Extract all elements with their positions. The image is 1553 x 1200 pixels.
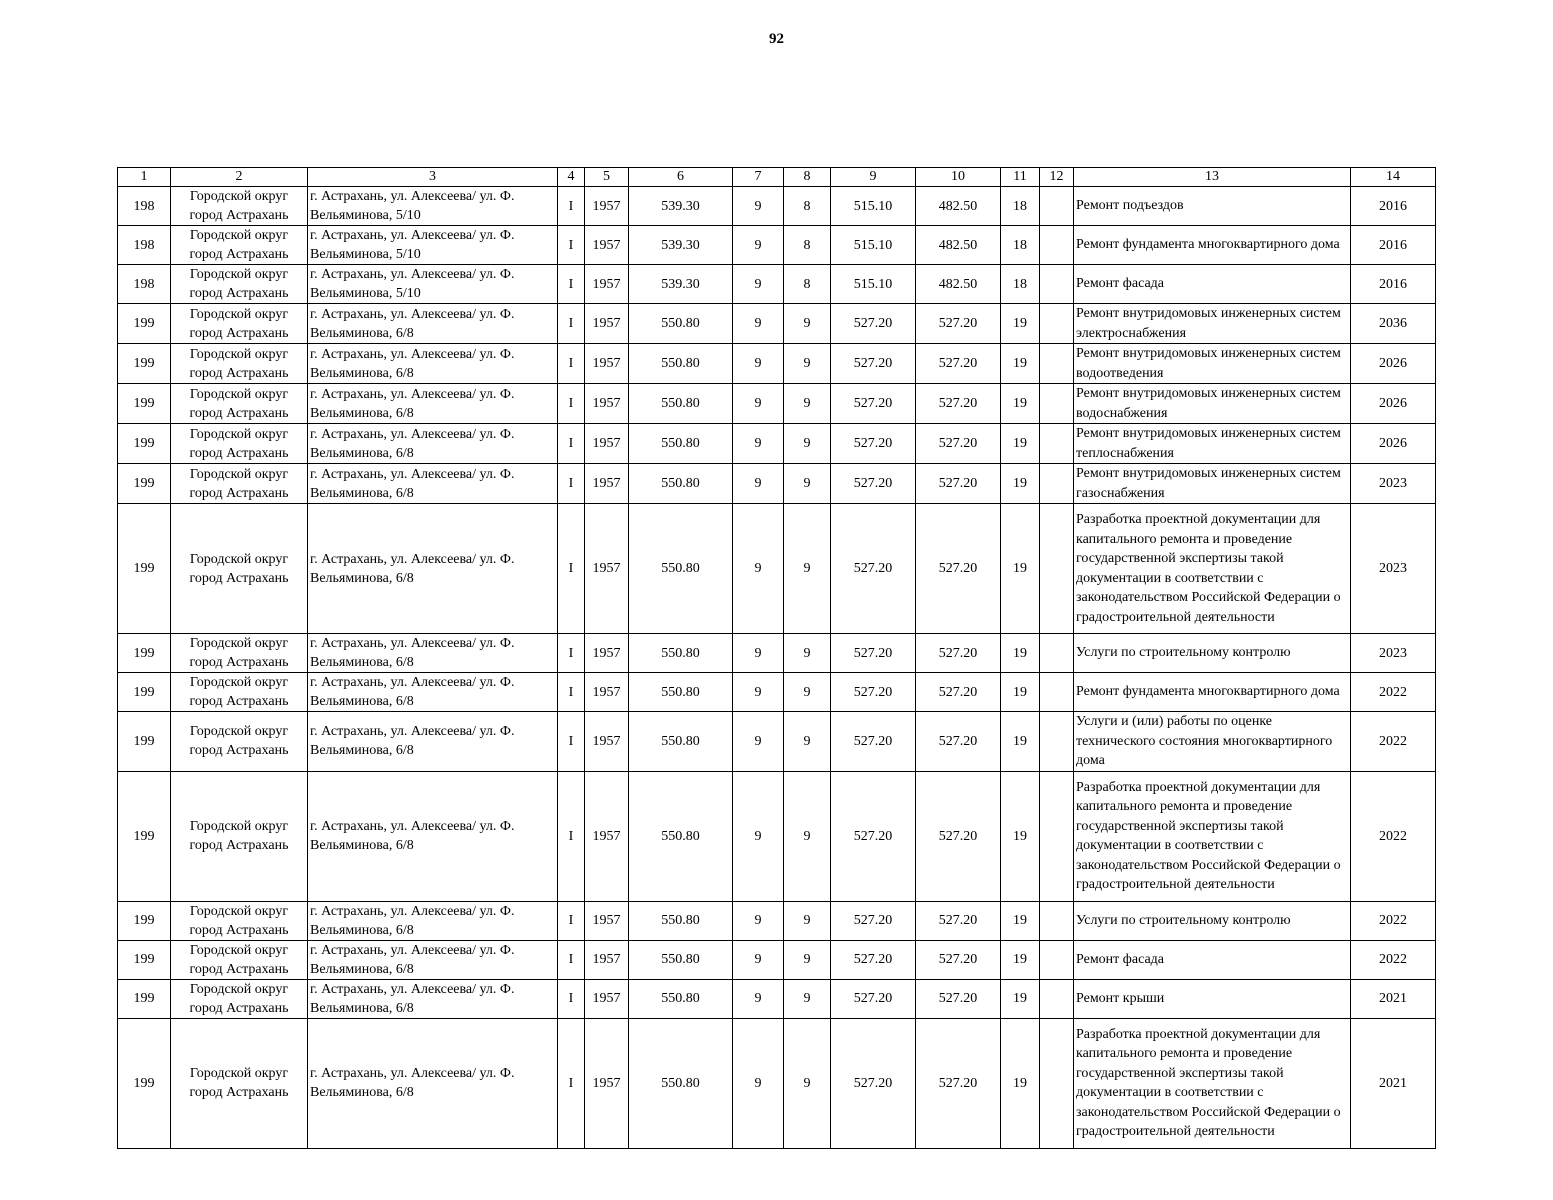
col8-cell: 9 (784, 464, 831, 504)
col-header-13: 13 (1074, 168, 1351, 187)
planned-year-cell: 2023 (1351, 634, 1436, 673)
col9-cell: 527.20 (831, 304, 916, 344)
col4-cell: I (558, 771, 585, 901)
planned-year-cell: 2022 (1351, 673, 1436, 712)
col11-cell: 18 (1001, 226, 1040, 265)
col7-cell: 9 (733, 424, 784, 464)
col10-cell: 527.20 (916, 304, 1001, 344)
commission-year-cell: 1957 (585, 1018, 629, 1148)
work-type-cell: Услуги и (или) работы по оценке технического состояния многоквартирного дома (1074, 712, 1351, 772)
col8-cell: 9 (784, 712, 831, 772)
col4-cell: I (558, 304, 585, 344)
table-row (118, 226, 1436, 265)
col-header-10: 10 (916, 168, 1001, 187)
row-number-cell: 199 (118, 940, 171, 979)
col9-cell: 527.20 (831, 344, 916, 384)
address-cell: г. Астрахань, ул. Алексеева/ ул. Ф. Вельяминова, 5/10 (308, 187, 558, 226)
commission-year-cell: 1957 (585, 265, 629, 304)
address-cell: г. Астрахань, ул. Алексеева/ ул. Ф. Вельяминова, 6/8 (308, 673, 558, 712)
planned-year-cell: 2016 (1351, 187, 1436, 226)
work-type-cell: Ремонт внутридомовых инженерных систем водоотведения (1074, 344, 1351, 384)
work-type-cell: Ремонт внутридомовых инженерных систем газоснабжения (1074, 464, 1351, 504)
col-header-5: 5 (585, 168, 629, 187)
col-header-1: 1 (118, 168, 171, 187)
address-cell: г. Астрахань, ул. Алексеева/ ул. Ф. Вельяминова, 6/8 (308, 940, 558, 979)
address-cell: г. Астрахань, ул. Алексеева/ ул. Ф. Вельяминова, 6/8 (308, 384, 558, 424)
col10-cell: 527.20 (916, 344, 1001, 384)
col7-cell: 9 (733, 901, 784, 940)
row-number-cell: 199 (118, 712, 171, 772)
row-number-cell: 198 (118, 265, 171, 304)
col6-cell: 550.80 (629, 384, 733, 424)
col-header-11: 11 (1001, 168, 1040, 187)
planned-year-cell: 2023 (1351, 464, 1436, 504)
col11-cell: 19 (1001, 634, 1040, 673)
col7-cell: 9 (733, 634, 784, 673)
row-number-cell: 199 (118, 1018, 171, 1148)
address-cell: г. Астрахань, ул. Алексеева/ ул. Ф. Вельяминова, 6/8 (308, 712, 558, 772)
col6-cell: 539.30 (629, 226, 733, 265)
address-cell: г. Астрахань, ул. Алексеева/ ул. Ф. Вельяминова, 6/8 (308, 901, 558, 940)
col8-cell: 8 (784, 265, 831, 304)
table-row (118, 940, 1436, 979)
col8-cell: 9 (784, 634, 831, 673)
commission-year-cell: 1957 (585, 304, 629, 344)
col12-cell (1040, 304, 1074, 344)
municipality-cell: Городской округ город Астрахань (171, 304, 308, 344)
table-row (118, 504, 1436, 634)
row-number-cell: 199 (118, 673, 171, 712)
col6-cell: 550.80 (629, 504, 733, 634)
col11-cell: 18 (1001, 265, 1040, 304)
municipality-cell: Городской округ город Астрахань (171, 464, 308, 504)
municipality-cell: Городской округ город Астрахань (171, 712, 308, 772)
address-cell: г. Астрахань, ул. Алексеева/ ул. Ф. Вельяминова, 6/8 (308, 1018, 558, 1148)
col4-cell: I (558, 979, 585, 1018)
col6-cell: 550.80 (629, 424, 733, 464)
col8-cell: 9 (784, 771, 831, 901)
col12-cell (1040, 384, 1074, 424)
col9-cell: 515.10 (831, 265, 916, 304)
municipality-cell: Городской округ город Астрахань (171, 1018, 308, 1148)
row-number-cell: 199 (118, 979, 171, 1018)
col8-cell: 8 (784, 226, 831, 265)
col12-cell (1040, 504, 1074, 634)
col7-cell: 9 (733, 504, 784, 634)
capital-repair-table (117, 167, 1436, 1149)
col10-cell: 527.20 (916, 673, 1001, 712)
commission-year-cell: 1957 (585, 771, 629, 901)
col6-cell: 550.80 (629, 979, 733, 1018)
planned-year-cell: 2023 (1351, 504, 1436, 634)
col8-cell: 9 (784, 940, 831, 979)
col8-cell: 9 (784, 1018, 831, 1148)
col10-cell: 527.20 (916, 464, 1001, 504)
col7-cell: 9 (733, 979, 784, 1018)
commission-year-cell: 1957 (585, 464, 629, 504)
col6-cell: 550.80 (629, 940, 733, 979)
table-row (118, 187, 1436, 226)
col9-cell: 527.20 (831, 464, 916, 504)
commission-year-cell: 1957 (585, 187, 629, 226)
col6-cell: 550.80 (629, 464, 733, 504)
address-cell: г. Астрахань, ул. Алексеева/ ул. Ф. Вельяминова, 6/8 (308, 424, 558, 464)
column-number-row (118, 168, 1436, 187)
col8-cell: 9 (784, 901, 831, 940)
col11-cell: 19 (1001, 384, 1040, 424)
commission-year-cell: 1957 (585, 979, 629, 1018)
address-cell: г. Астрахань, ул. Алексеева/ ул. Ф. Вельяминова, 6/8 (308, 304, 558, 344)
col11-cell: 19 (1001, 712, 1040, 772)
col4-cell: I (558, 187, 585, 226)
col4-cell: I (558, 424, 585, 464)
col8-cell: 9 (784, 979, 831, 1018)
col6-cell: 539.30 (629, 265, 733, 304)
work-type-cell: Разработка проектной документации для капитального ремонта и проведение государственной экспертизы такой документации в соответствии с законодательством Российской Федерации о градостроительной деятельности (1074, 1018, 1351, 1148)
col4-cell: I (558, 940, 585, 979)
col6-cell: 550.80 (629, 634, 733, 673)
col8-cell: 9 (784, 673, 831, 712)
table-row (118, 424, 1436, 464)
work-type-cell: Услуги по строительному контролю (1074, 634, 1351, 673)
planned-year-cell: 2016 (1351, 226, 1436, 265)
municipality-cell: Городской округ город Астрахань (171, 424, 308, 464)
commission-year-cell: 1957 (585, 226, 629, 265)
commission-year-cell: 1957 (585, 901, 629, 940)
col-header-2: 2 (171, 168, 308, 187)
municipality-cell: Городской округ город Астрахань (171, 344, 308, 384)
commission-year-cell: 1957 (585, 712, 629, 772)
municipality-cell: Городской округ город Астрахань (171, 673, 308, 712)
col10-cell: 527.20 (916, 504, 1001, 634)
col12-cell (1040, 187, 1074, 226)
row-number-cell: 199 (118, 304, 171, 344)
col4-cell: I (558, 464, 585, 504)
municipality-cell: Городской округ город Астрахань (171, 504, 308, 634)
work-type-cell: Ремонт внутридомовых инженерных систем водоснабжения (1074, 384, 1351, 424)
address-cell: г. Астрахань, ул. Алексеева/ ул. Ф. Вельяминова, 6/8 (308, 344, 558, 384)
col11-cell: 18 (1001, 187, 1040, 226)
col6-cell: 550.80 (629, 1018, 733, 1148)
col6-cell: 550.80 (629, 712, 733, 772)
col8-cell: 8 (784, 187, 831, 226)
table-row (118, 344, 1436, 384)
address-cell: г. Астрахань, ул. Алексеева/ ул. Ф. Вельяминова, 6/8 (308, 979, 558, 1018)
col4-cell: I (558, 673, 585, 712)
col9-cell: 527.20 (831, 673, 916, 712)
col7-cell: 9 (733, 1018, 784, 1148)
planned-year-cell: 2036 (1351, 304, 1436, 344)
col7-cell: 9 (733, 344, 784, 384)
municipality-cell: Городской округ город Астрахань (171, 265, 308, 304)
address-cell: г. Астрахань, ул. Алексеева/ ул. Ф. Вельяминова, 5/10 (308, 226, 558, 265)
col7-cell: 9 (733, 265, 784, 304)
municipality-cell: Городской округ город Астрахань (171, 634, 308, 673)
col4-cell: I (558, 712, 585, 772)
col11-cell: 19 (1001, 344, 1040, 384)
work-type-cell: Ремонт внутридомовых инженерных систем электроснабжения (1074, 304, 1351, 344)
table-row (118, 901, 1436, 940)
col6-cell: 550.80 (629, 673, 733, 712)
col10-cell: 527.20 (916, 712, 1001, 772)
commission-year-cell: 1957 (585, 634, 629, 673)
municipality-cell: Городской округ город Астрахань (171, 901, 308, 940)
col7-cell: 9 (733, 384, 784, 424)
col4-cell: I (558, 634, 585, 673)
col12-cell (1040, 673, 1074, 712)
col7-cell: 9 (733, 464, 784, 504)
municipality-cell: Городской округ город Астрахань (171, 384, 308, 424)
col4-cell: I (558, 504, 585, 634)
table-row (118, 1018, 1436, 1148)
col4-cell: I (558, 1018, 585, 1148)
table-row (118, 979, 1436, 1018)
planned-year-cell: 2022 (1351, 771, 1436, 901)
commission-year-cell: 1957 (585, 940, 629, 979)
col10-cell: 527.20 (916, 979, 1001, 1018)
col12-cell (1040, 226, 1074, 265)
col12-cell (1040, 979, 1074, 1018)
col11-cell: 19 (1001, 1018, 1040, 1148)
row-number-cell: 199 (118, 634, 171, 673)
col12-cell (1040, 265, 1074, 304)
col9-cell: 527.20 (831, 712, 916, 772)
planned-year-cell: 2022 (1351, 940, 1436, 979)
municipality-cell: Городской округ город Астрахань (171, 226, 308, 265)
row-number-cell: 199 (118, 901, 171, 940)
col4-cell: I (558, 344, 585, 384)
col-header-4: 4 (558, 168, 585, 187)
address-cell: г. Астрахань, ул. Алексеева/ ул. Ф. Вельяминова, 6/8 (308, 464, 558, 504)
row-number-cell: 199 (118, 504, 171, 634)
table-row (118, 384, 1436, 424)
address-cell: г. Астрахань, ул. Алексеева/ ул. Ф. Вельяминова, 6/8 (308, 504, 558, 634)
col12-cell (1040, 1018, 1074, 1148)
col10-cell: 527.20 (916, 1018, 1001, 1148)
table-row (118, 265, 1436, 304)
col9-cell: 527.20 (831, 504, 916, 634)
col-header-9: 9 (831, 168, 916, 187)
col9-cell: 515.10 (831, 226, 916, 265)
table-body (118, 187, 1436, 1149)
col12-cell (1040, 344, 1074, 384)
work-type-cell: Ремонт фундамента многоквартирного дома (1074, 673, 1351, 712)
address-cell: г. Астрахань, ул. Алексеева/ ул. Ф. Вельяминова, 6/8 (308, 771, 558, 901)
work-type-cell: Ремонт подъездов (1074, 187, 1351, 226)
municipality-cell: Городской округ город Астрахань (171, 771, 308, 901)
col10-cell: 527.20 (916, 424, 1001, 464)
col11-cell: 19 (1001, 464, 1040, 504)
table-row (118, 771, 1436, 901)
planned-year-cell: 2016 (1351, 265, 1436, 304)
col11-cell: 19 (1001, 504, 1040, 634)
row-number-cell: 199 (118, 424, 171, 464)
table-row (118, 464, 1436, 504)
col7-cell: 9 (733, 226, 784, 265)
col4-cell: I (558, 226, 585, 265)
col10-cell: 482.50 (916, 187, 1001, 226)
col12-cell (1040, 712, 1074, 772)
col-header-14: 14 (1351, 168, 1436, 187)
col12-cell (1040, 634, 1074, 673)
col9-cell: 527.20 (831, 901, 916, 940)
col8-cell: 9 (784, 424, 831, 464)
col9-cell: 515.10 (831, 187, 916, 226)
col8-cell: 9 (784, 344, 831, 384)
col4-cell: I (558, 901, 585, 940)
col9-cell: 527.20 (831, 979, 916, 1018)
col-header-8: 8 (784, 168, 831, 187)
address-cell: г. Астрахань, ул. Алексеева/ ул. Ф. Вельяминова, 6/8 (308, 634, 558, 673)
row-number-cell: 199 (118, 344, 171, 384)
col7-cell: 9 (733, 304, 784, 344)
row-number-cell: 198 (118, 187, 171, 226)
work-type-cell: Услуги по строительному контролю (1074, 901, 1351, 940)
col11-cell: 19 (1001, 673, 1040, 712)
work-type-cell: Разработка проектной документации для капитального ремонта и проведение государственной экспертизы такой документации в соответствии с законодательством Российской Федерации о градостроительной деятельности (1074, 771, 1351, 901)
col9-cell: 527.20 (831, 384, 916, 424)
address-cell: г. Астрахань, ул. Алексеева/ ул. Ф. Вельяминова, 5/10 (308, 265, 558, 304)
col10-cell: 527.20 (916, 384, 1001, 424)
row-number-cell: 199 (118, 771, 171, 901)
col9-cell: 527.20 (831, 424, 916, 464)
col7-cell: 9 (733, 940, 784, 979)
col11-cell: 19 (1001, 940, 1040, 979)
col12-cell (1040, 940, 1074, 979)
work-type-cell: Разработка проектной документации для капитального ремонта и проведение государственной экспертизы такой документации в соответствии с законодательством Российской Федерации о градостроительной деятельности (1074, 504, 1351, 634)
col9-cell: 527.20 (831, 634, 916, 673)
col6-cell: 550.80 (629, 771, 733, 901)
col8-cell: 9 (784, 384, 831, 424)
col6-cell: 550.80 (629, 304, 733, 344)
row-number-cell: 198 (118, 226, 171, 265)
row-number-cell: 199 (118, 384, 171, 424)
col7-cell: 9 (733, 187, 784, 226)
commission-year-cell: 1957 (585, 344, 629, 384)
col6-cell: 550.80 (629, 901, 733, 940)
col11-cell: 19 (1001, 901, 1040, 940)
col7-cell: 9 (733, 673, 784, 712)
col4-cell: I (558, 265, 585, 304)
planned-year-cell: 2026 (1351, 344, 1436, 384)
col12-cell (1040, 901, 1074, 940)
col6-cell: 539.30 (629, 187, 733, 226)
table-row (118, 304, 1436, 344)
work-type-cell: Ремонт фасада (1074, 265, 1351, 304)
col10-cell: 527.20 (916, 940, 1001, 979)
col7-cell: 9 (733, 771, 784, 901)
col10-cell: 527.20 (916, 634, 1001, 673)
col11-cell: 19 (1001, 424, 1040, 464)
table-row (118, 673, 1436, 712)
col6-cell: 550.80 (629, 344, 733, 384)
table-row (118, 634, 1436, 673)
col9-cell: 527.20 (831, 1018, 916, 1148)
work-type-cell: Ремонт внутридомовых инженерных систем теплоснабжения (1074, 424, 1351, 464)
commission-year-cell: 1957 (585, 673, 629, 712)
municipality-cell: Городской округ город Астрахань (171, 979, 308, 1018)
work-type-cell: Ремонт фасада (1074, 940, 1351, 979)
col9-cell: 527.20 (831, 940, 916, 979)
col10-cell: 482.50 (916, 265, 1001, 304)
work-type-cell: Ремонт крыши (1074, 979, 1351, 1018)
municipality-cell: Городской округ город Астрахань (171, 187, 308, 226)
col8-cell: 9 (784, 304, 831, 344)
col8-cell: 9 (784, 504, 831, 634)
col10-cell: 527.20 (916, 901, 1001, 940)
municipality-cell: Городской округ город Астрахань (171, 940, 308, 979)
planned-year-cell: 2026 (1351, 424, 1436, 464)
col-header-6: 6 (629, 168, 733, 187)
commission-year-cell: 1957 (585, 504, 629, 634)
col11-cell: 19 (1001, 771, 1040, 901)
commission-year-cell: 1957 (585, 384, 629, 424)
col-header-3: 3 (308, 168, 558, 187)
work-type-cell: Ремонт фундамента многоквартирного дома (1074, 226, 1351, 265)
col-header-12: 12 (1040, 168, 1074, 187)
col11-cell: 19 (1001, 304, 1040, 344)
planned-year-cell: 2022 (1351, 712, 1436, 772)
col12-cell (1040, 464, 1074, 504)
table-row (118, 712, 1436, 772)
commission-year-cell: 1957 (585, 424, 629, 464)
col4-cell: I (558, 384, 585, 424)
col11-cell: 19 (1001, 979, 1040, 1018)
planned-year-cell: 2022 (1351, 901, 1436, 940)
col7-cell: 9 (733, 712, 784, 772)
planned-year-cell: 2021 (1351, 1018, 1436, 1148)
col12-cell (1040, 424, 1074, 464)
planned-year-cell: 2026 (1351, 384, 1436, 424)
page-number: 92 (769, 31, 784, 47)
col12-cell (1040, 771, 1074, 901)
col10-cell: 527.20 (916, 771, 1001, 901)
col10-cell: 482.50 (916, 226, 1001, 265)
col9-cell: 527.20 (831, 771, 916, 901)
planned-year-cell: 2021 (1351, 979, 1436, 1018)
col-header-7: 7 (733, 168, 784, 187)
row-number-cell: 199 (118, 464, 171, 504)
